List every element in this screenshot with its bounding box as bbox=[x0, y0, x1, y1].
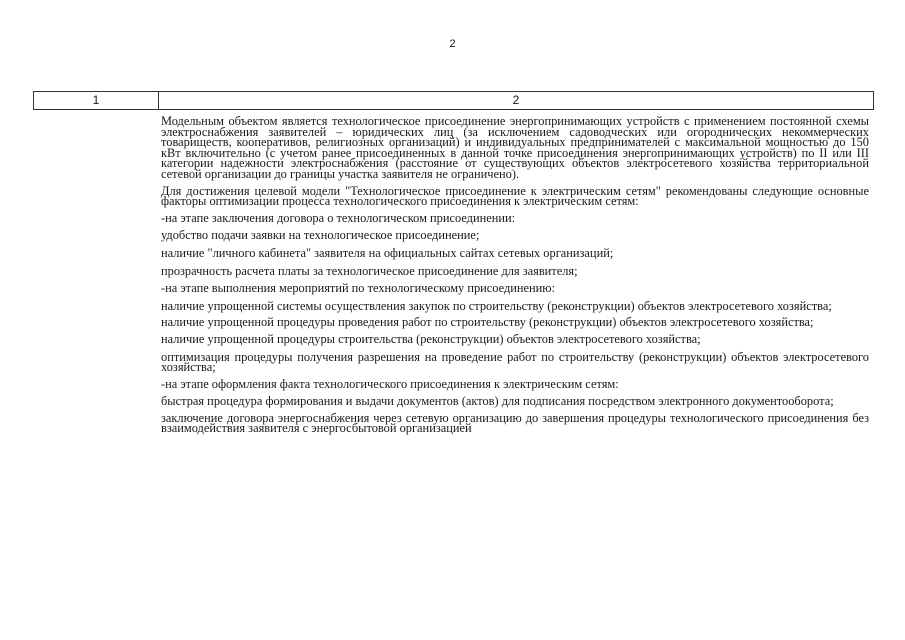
paragraph-permit-optimization: оптимизация процедуры получения разрешения на проведение работ по строительству (реконструкции) объектов электросетевого хозяйства; bbox=[161, 349, 869, 375]
table-header-row bbox=[33, 91, 874, 110]
paragraph-target-model: Для достижения целевой модели "Технологическое присоединение к электрическим сетям" рекомендованы следующие основные факторы оптимизации процесса технологического присоединения к электрическим сетям: bbox=[161, 183, 869, 209]
paragraph-fee-transparency: прозрачность расчета платы за технологическое присоединение для заявителя; bbox=[161, 263, 578, 278]
paragraph-application-convenience: удобство подачи заявки на технологическое присоединение; bbox=[161, 228, 480, 243]
table-body-cell bbox=[161, 116, 869, 440]
paragraph-construction-procedure: наличие упрощенной процедуры строительства (реконструкции) объектов электросетевого хозяйства; bbox=[161, 331, 701, 346]
paragraph-works-procedure: наличие упрощенной процедуры проведения работ по строительству (реконструкции) объектов электросетевого хозяйства; bbox=[161, 315, 814, 330]
paragraph-stage-contract: -на этапе заключения договора о технологическом присоединении: bbox=[161, 210, 516, 225]
table-header-column-2: 2 bbox=[512, 93, 520, 107]
document-table bbox=[33, 91, 874, 436]
table-header-column-1: 1 bbox=[34, 92, 159, 109]
paragraph-stage-measures: -на этапе выполнения мероприятий по технологическому присоединению: bbox=[161, 281, 555, 296]
paragraph-supply-contract: заключение договора энергоснабжения через сетевую организацию до завершения процедуры технологического присоединения без взаимодействия заявителя с энергосбытовой организацией bbox=[161, 410, 869, 436]
paragraph-stage-formalization: -на этапе оформления факта технологического присоединения к электрическим сетям: bbox=[161, 376, 619, 391]
page-number: 2 bbox=[449, 38, 456, 50]
paragraph-procurement-system: наличие упрощенной системы осуществления закупок по строительству (реконструкции) объектов электросетевого хозяйства; bbox=[161, 298, 832, 313]
paragraph-model-object: Модельным объектом является технологическое присоединение энергопринимающих устройств с применением постоянной схемы электроснабжения заявителей – юридических лиц (за исключением садоводческих или огороднических некоммерческих товариществ, кооперативов, религиозных организаций) и индивидуальных предпринимателей с максимальной мощностью до 150 кВт включительно (с учетом ранее присоединенных в данной точке присоединения энергопринимающих устройств) по II или III категории надежности электроснабжения (расстояние от существующих объектов электросетевого хозяйства территориальной сетевой организации до границы участка заявителя не ограничено). bbox=[161, 114, 869, 181]
paragraph-electronic-documents: быстрая процедура формирования и выдачи документов (актов) для подписания посредством электронного документооборота; bbox=[161, 394, 834, 409]
paragraph-personal-account: наличие "личного кабинета" заявителя на официальных сайтах сетевых организаций; bbox=[161, 245, 614, 260]
